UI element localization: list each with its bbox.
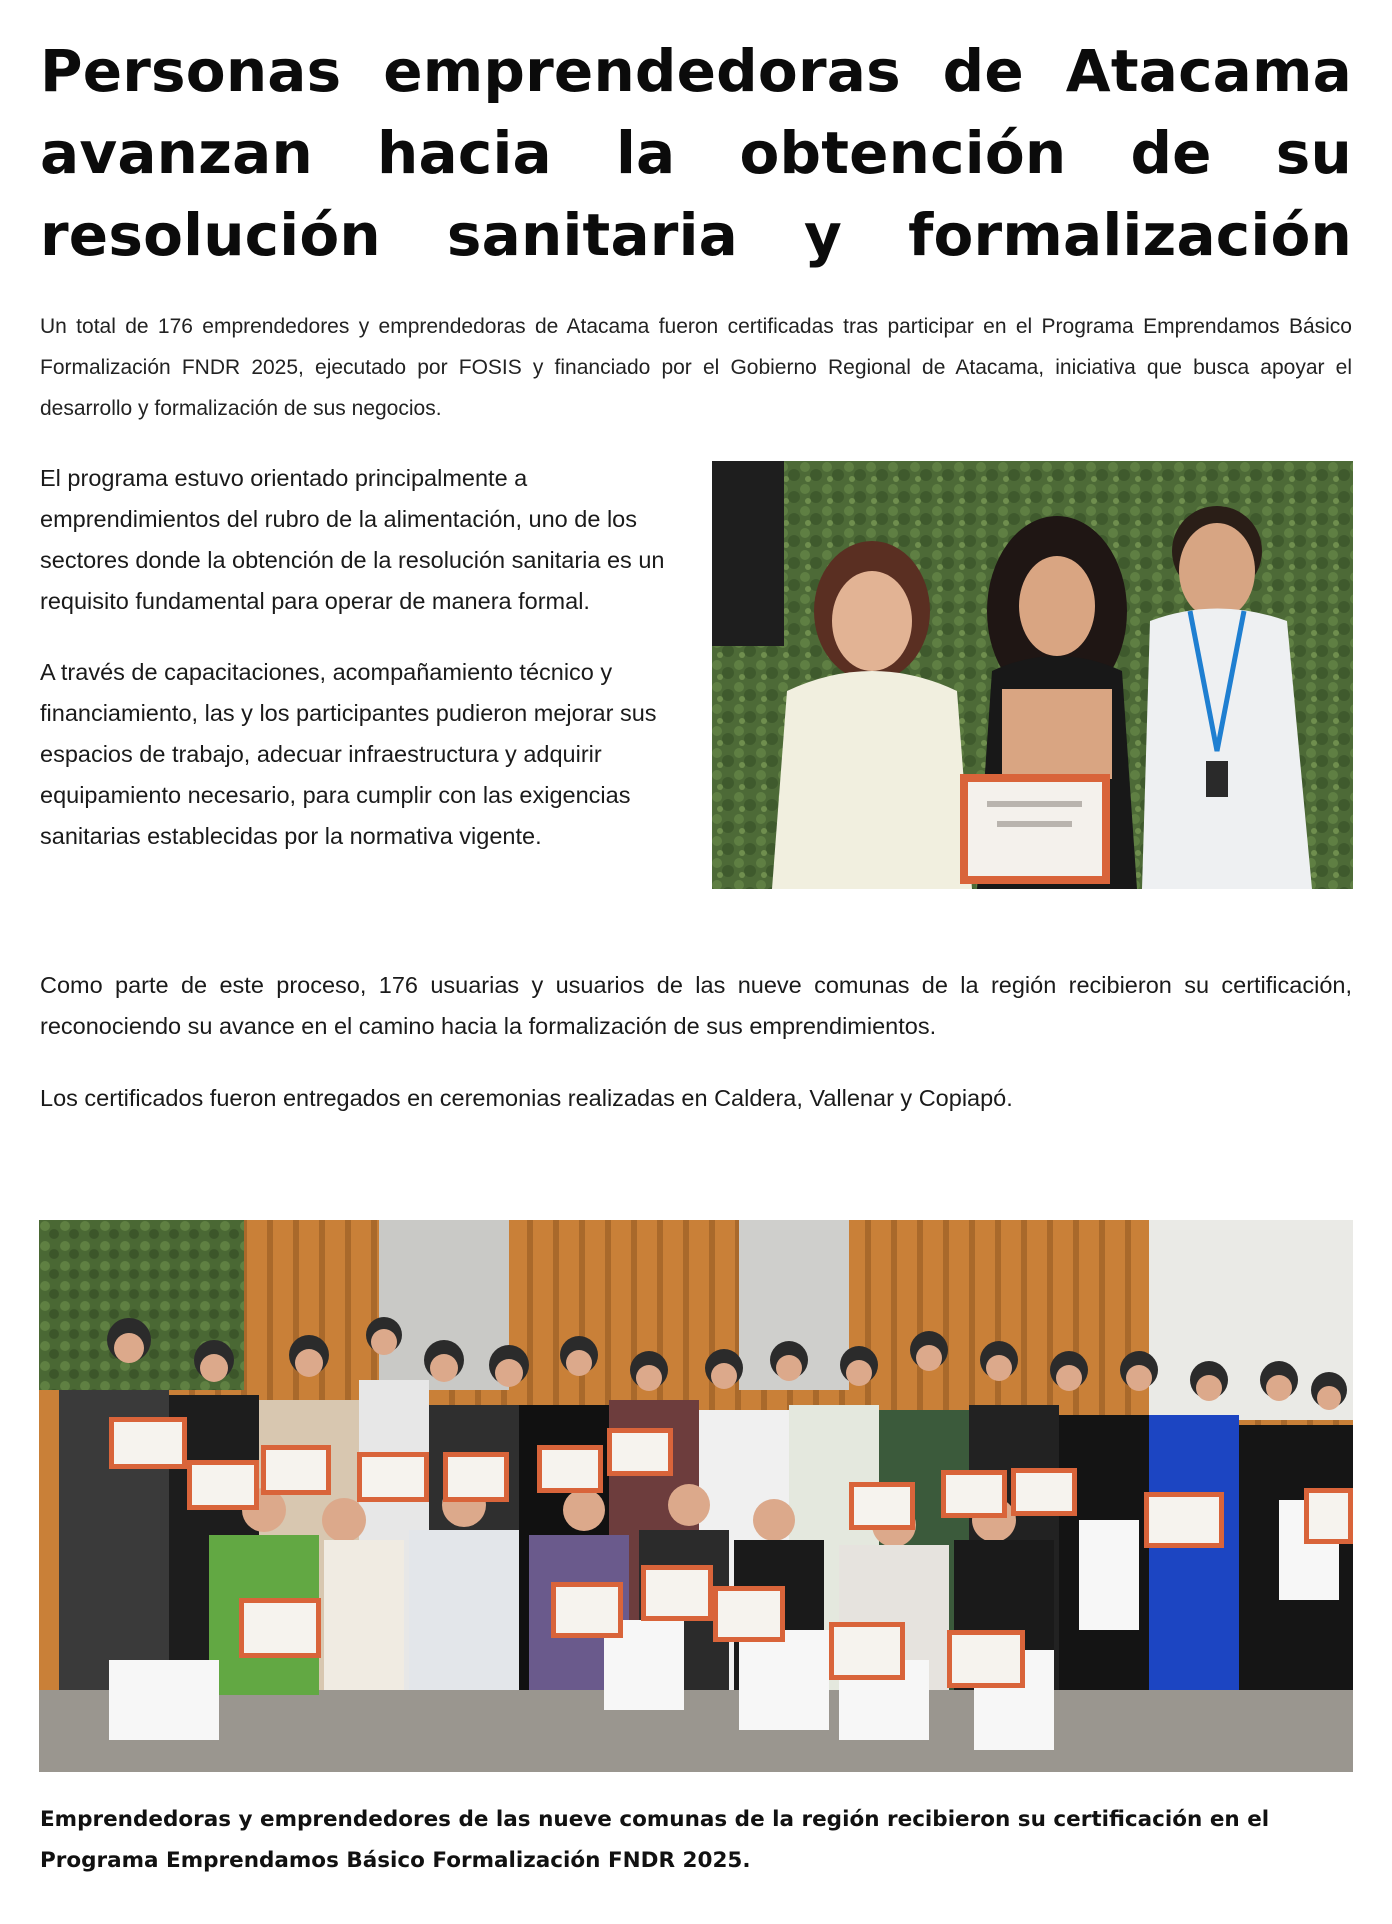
article-text-column (40, 458, 680, 857)
article-title: Personas emprendedoras de Atacama avanzan hacia la obtención de su resolución sanitaria y formalización (40, 37, 1352, 269)
photo-caption: Emprendedoras y emprendedores de las nueve comunas de la región recibieron su certificación en el Programa Emprendamos Básico Formalización FNDR 2025. (40, 1807, 1270, 1873)
group-photo-illustration (39, 1220, 1353, 1772)
article-paragraph-3: Como parte de este proceso, 176 usuarias y usuarios de las nueve comunas de la región recibieron su certificación, reconociendo su avance en el camino hacia la formalización de sus emprendimientos. (40, 972, 1352, 1039)
article-paragraph-4: Los certificados fueron entregados en ceremonias realizadas en Caldera, Vallenar y Copiapó. (40, 1085, 1013, 1111)
award-photo (712, 461, 1353, 889)
award-photo-illustration (712, 461, 1353, 889)
group-photo (39, 1220, 1353, 1772)
article-intro: Un total de 176 emprendedores y emprendedoras de Atacama fueron certificadas tras participar en el Programa Emprendamos Básico Formalización FNDR 2025, ejecutado por FOSIS y financiado por el Gobierno Regional de Atacama, iniciativa que busca apoyar el desarrollo y formalización de sus negocios. (40, 315, 1352, 420)
article-paragraph-1: El programa estuvo orientado principalmente a emprendimientos del rubro de la alimentación, uno de los sectores donde la obtención de la resolución sanitaria es un requisito fundamental para operar de manera formal. (40, 465, 665, 614)
article-paragraph-2: A través de capacitaciones, acompañamiento técnico y financiamiento, las y los participantes pudieron mejorar sus espacios de trabajo, adecuar infraestructura y adquirir equipamiento necesario, para cumplir con las exigencias sanitarias establecidas por la normativa vigente. (40, 659, 657, 849)
